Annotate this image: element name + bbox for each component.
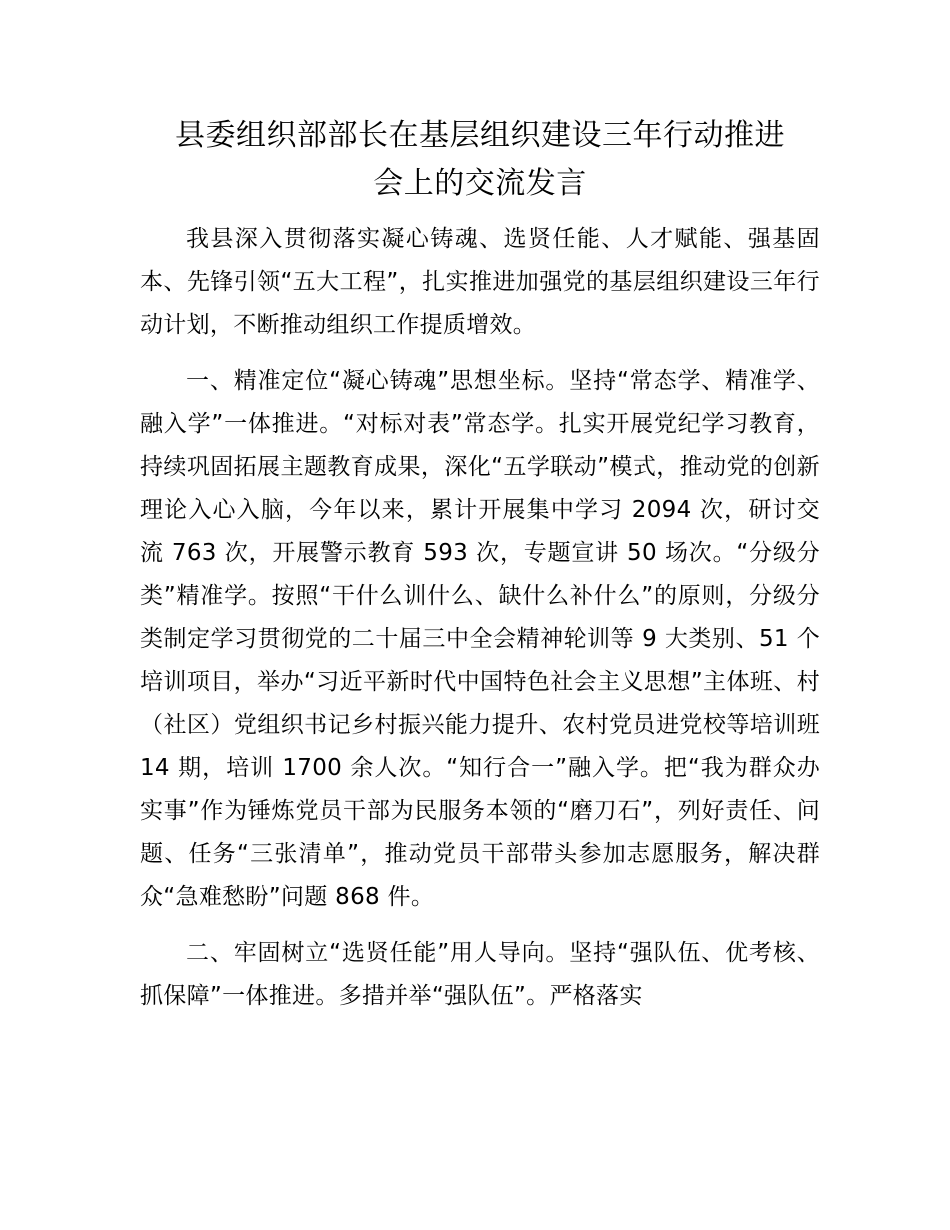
section-two-paragraph: 二、牢固树立“选贤任能”用人导向。坚持“强队伍、优考核、抓保障”一体推进。多措并举“强队伍”。严格落实	[140, 940, 820, 1009]
document-page	[140, 112, 820, 1018]
document-title	[140, 112, 820, 208]
title-line-1: 县委组织部部长在基层组织建设三年行动推进	[175, 118, 785, 153]
section-one-paragraph: 一、精准定位“凝心铸魂”思想坐标。坚持“常态学、精准学、融入学”一体推进。“对标对表”常态学。扎实开展党纪学习教育，持续巩固拓展主题教育成果，深化“五学联动”模式，推动党的创新理论入心入脑，今年以来，累计开展集中学习 2094 次，研讨交流 763 次，开展警示教育 593 次，专题宣讲 50 场次。“分级分类”精准学。按照“干什么训什么、缺什么补什么”的原则，分级分类制定学习贯彻党的二十届三中全会精神轮训等 9 大类别、51 个培训项目，举办“习近平新时代中国特色社会主义思想”主体班、村（社区）党组织书记乡村振兴能力提升、农村党员进党校等培训班 14 期，培训 1700 余人次。“知行合一”融入学。把“我为群众办实事”作为锤炼党员干部为民服务本领的“磨刀石”，列好责任、问题、任务“三张清单”，推动党员干部带头参加志愿服务，解决群众“急难愁盼”问题 868 件。	[140, 368, 820, 910]
title-line-2: 会上的交流发言	[373, 166, 587, 201]
intro-paragraph: 我县深入贯彻落实凝心铸魂、选贤任能、人才赋能、强基固本、先锋引领“五大工程”，扎实推进加强党的基层组织建设三年行动计划，不断推动组织工作提质增效。	[140, 226, 820, 338]
